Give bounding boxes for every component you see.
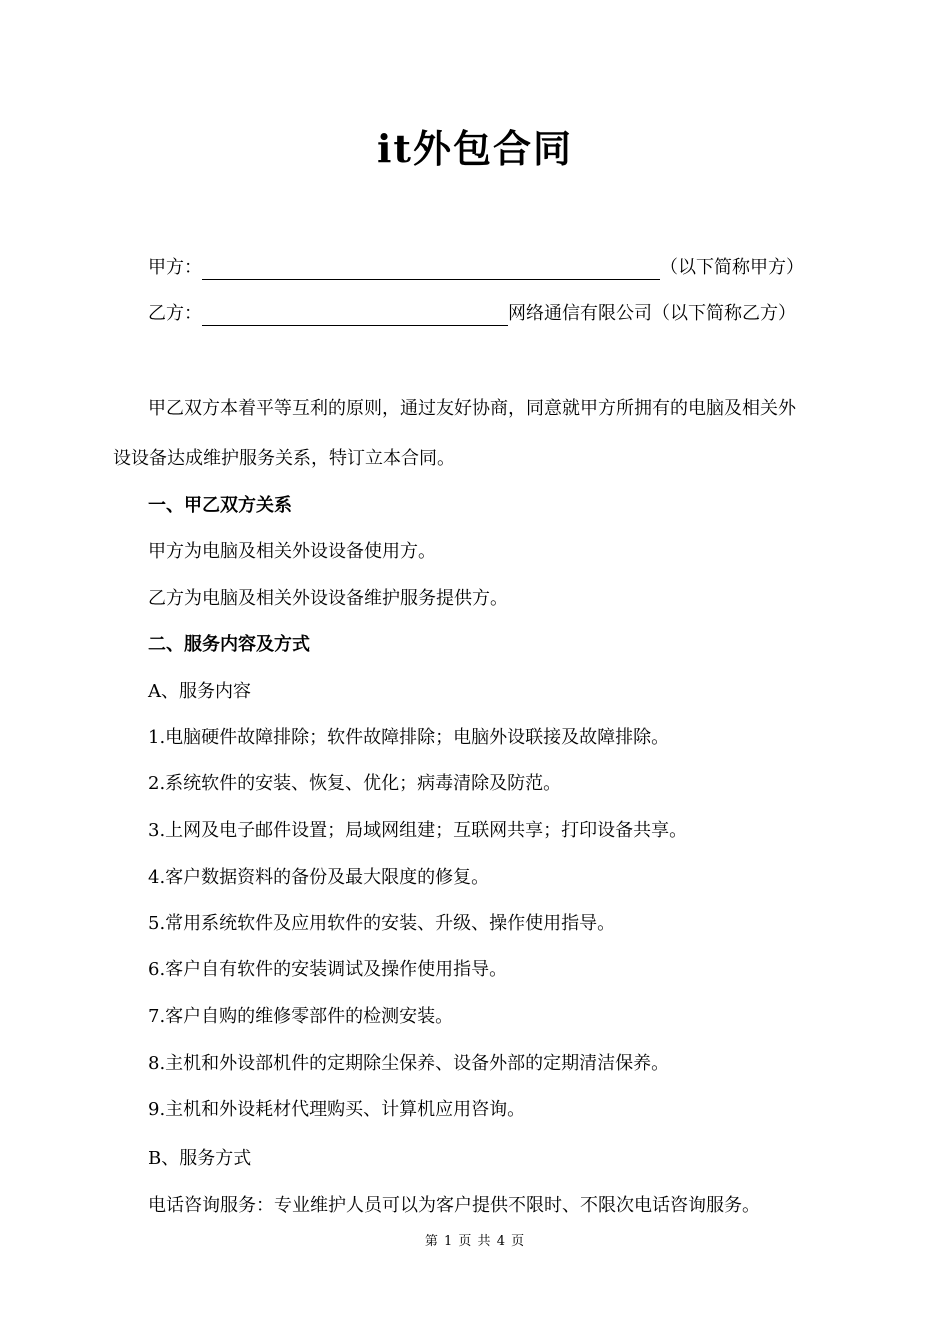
section1-paragraph-1: 甲方为电脑及相关外设设备使用方。 [148,541,436,562]
service-item: 2.系统软件的安装、恢复、优化；病毒清除及防范。 [148,773,562,794]
section2-heading: 二、服务内容及方式 [148,634,310,655]
party-a-label: 甲方： [148,257,202,278]
party-a-blank [202,259,660,280]
party-b-label: 乙方： [148,303,202,324]
phone-service-text: 电话咨询服务：专业维护人员可以为客户提供不限时、不限次电话咨询服务。 [148,1195,760,1216]
service-item: 6.客户自有软件的安装调试及操作使用指导。 [148,959,508,980]
section1-paragraph-2: 乙方为电脑及相关外设设备维护服务提供方。 [148,588,508,609]
service-item: 8.主机和外设部机件的定期除尘保养、设备外部的定期清洁保养。 [148,1053,670,1074]
service-item: 4.客户数据资料的备份及最大限度的修复。 [148,867,490,888]
service-item: 5.常用系统软件及应用软件的安装、升级、操作使用指导。 [148,913,616,934]
party-b-blank [202,305,508,326]
intro-line-2: 设设备达成维护服务关系，特订立本合同。 [113,448,455,469]
service-item: 3.上网及电子邮件设置；局域网组建；互联网共享；打印设备共享。 [148,820,688,841]
page-title: it外包合同 [377,126,573,171]
service-item: 1.电脑硬件故障排除；软件故障排除；电脑外设联接及故障排除。 [148,727,670,748]
service-item: 7.客户自购的维修零部件的检测安装。 [148,1006,454,1027]
service-item: 9.主机和外设耗材代理购买、计算机应用咨询。 [148,1099,526,1120]
party-b-suffix: 网络通信有限公司（以下简称乙方） [508,303,796,324]
party-a-line [148,256,804,280]
section2-sub-a: A、服务内容 [148,681,251,702]
party-a-suffix: （以下简称甲方） [660,257,804,278]
page-footer: 第 1 页 共 4 页 [424,1234,526,1249]
section2-sub-b: B、服务方式 [148,1148,252,1169]
section1-heading: 一、甲乙双方关系 [148,495,292,516]
intro-line-1: 甲乙双方本着平等互利的原则，通过友好协商，同意就甲方所拥有的电脑及相关外 [148,398,796,419]
party-b-line [148,302,796,326]
